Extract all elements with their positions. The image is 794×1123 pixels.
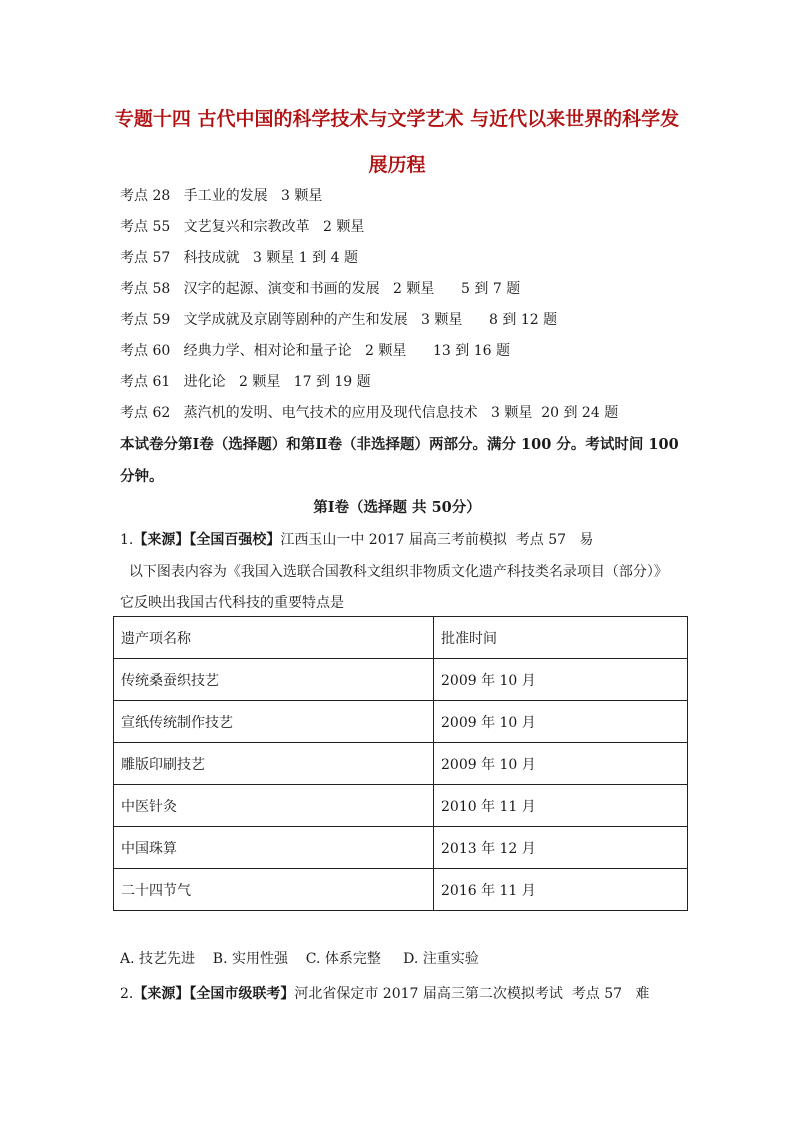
page-title (80, 96, 714, 188)
kaodian-item: 考点 57 科技成就 3 颗星 1 到 4 题 (120, 250, 358, 266)
exam-intro: 本试卷分第Ⅰ卷（选择题）和第Ⅱ卷（非选择题）两部分。满分 100 分。考试时间 100 分钟。 (120, 436, 679, 485)
table-row (114, 659, 688, 701)
heritage-name-cell: 传统桑蚕织技艺 (114, 659, 434, 701)
heritage-name-cell: 宣纸传统制作技艺 (114, 701, 434, 743)
table-row (114, 701, 688, 743)
approval-date-cell: 2009 年 10 月 (434, 743, 688, 785)
question-source: 【来源】【全国百强校】 (133, 532, 281, 548)
kaodian-item: 考点 61 进化论 2 颗星 17 到 19 题 (120, 374, 371, 390)
table-row (114, 785, 688, 827)
approval-date-cell: 2009 年 10 月 (434, 659, 688, 701)
question-1-header (120, 529, 593, 549)
approval-date-cell: 2013 年 12 月 (434, 827, 688, 869)
question-1-stem-line-1: 以下图表内容为《我国入选联合国教科文组织非物质文化遗产科技类名录项目（部分）》 (120, 564, 668, 580)
table-header-row (114, 617, 688, 659)
section-title: 第Ⅰ卷（选择题 共 50分） (313, 499, 481, 516)
table-row (114, 743, 688, 785)
heritage-table (113, 616, 688, 911)
approval-date-cell: 2010 年 11 月 (434, 785, 688, 827)
column-header-name: 遗产项名称 (114, 617, 434, 659)
heritage-name-cell: 雕版印刷技艺 (114, 743, 434, 785)
heritage-name-cell: 中国珠算 (114, 827, 434, 869)
question-1-stem-line-2: 它反映出我国古代科技的重要特点是 (120, 595, 344, 611)
heritage-name-cell: 中医针灸 (114, 785, 434, 827)
heritage-name-cell: 二十四节气 (114, 869, 434, 911)
answer-options: A. 技艺先进 B. 实用性强 C. 体系完整 D. 注重实验 (120, 951, 479, 967)
table-row (114, 827, 688, 869)
question-meta: 江西玉山一中 2017 届高三考前模拟 考点 57 易 (280, 532, 594, 548)
question-meta: 河北省保定市 2017 届高三第二次模拟考试 考点 57 难 (294, 986, 650, 1002)
approval-date-cell: 2009 年 10 月 (434, 701, 688, 743)
kaodian-item: 考点 28 手工业的发展 3 颗星 (120, 188, 323, 204)
table-row (114, 869, 688, 911)
kaodian-item: 考点 55 文艺复兴和宗教改革 2 颗星 (120, 219, 365, 235)
kaodian-item: 考点 62 蒸汽机的发明、电气技术的应用及现代信息技术 3 颗星 20 到 24 题 (120, 405, 619, 421)
title-line-1: 专题十四 古代中国的科学技术与文学艺术 与近代以来世界的科学发 (114, 108, 680, 130)
approval-date-cell: 2016 年 11 月 (434, 869, 688, 911)
kaodian-item: 考点 59 文学成就及京剧等剧种的产生和发展 3 颗星 8 到 12 题 (120, 312, 558, 328)
kaodian-item: 考点 58 汉字的起源、演变和书画的发展 2 颗星 5 到 7 题 (120, 281, 521, 297)
title-line-2: 展历程 (368, 154, 426, 176)
kaodian-item: 考点 60 经典力学、相对论和量子论 2 颗星 13 到 16 题 (120, 343, 511, 359)
question-source: 【来源】【全国市级联考】 (133, 986, 295, 1002)
question-number: 1. (120, 532, 134, 548)
question-number: 2. (120, 986, 134, 1002)
question-2-header (120, 983, 649, 1003)
column-header-date: 批准时间 (434, 617, 688, 659)
